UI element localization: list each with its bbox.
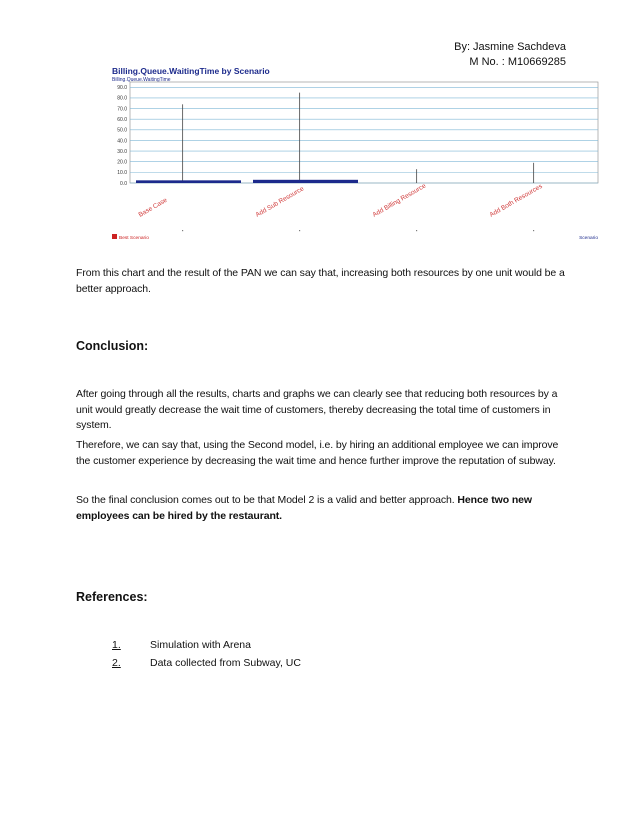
reference-number: 2.: [112, 657, 121, 669]
waiting-time-chart: [108, 62, 608, 244]
y-tick-label: 10.0: [117, 170, 127, 177]
legend-swatch: [112, 234, 117, 239]
legend-label: Best Scenario: [119, 236, 149, 241]
bar: [136, 180, 241, 183]
conclusion-text: So the final conclusion comes out to be that Model 2 is a valid and better approach.: [76, 494, 458, 506]
conclusion-paragraph-1: After going through all the results, charts and graphs we can clearly see that reducing both resources by a unit would greatly decrease the wait time of customers, thereby decreasing the total time of customers in system.: [76, 388, 558, 431]
y-tick-label: 40.0: [117, 138, 127, 145]
plot-frame: [130, 82, 598, 183]
y-tick-label: 50.0: [117, 127, 127, 134]
chart-note: From this chart and the result of the PAN we can say that, increasing both resources by one unit would be a better approach.: [76, 267, 565, 295]
category-label: Add Sub Resource: [254, 185, 306, 219]
conclusion-emphasis: Hence two new employees can be hired by the restaurant.: [76, 494, 532, 522]
y-tick-label: 30.0: [117, 148, 127, 155]
y-tick-label: 0.0: [120, 180, 127, 187]
reference-text: Simulation with Arena: [150, 639, 251, 651]
reference-item: [112, 636, 301, 654]
references-list: [112, 636, 301, 672]
references-heading: References:: [76, 590, 148, 604]
y-tick-label: 90.0: [117, 85, 127, 92]
chart-title: Billing.Queue.WaitingTime by Scenario: [112, 66, 270, 76]
x-axis-label: Scenario: [579, 236, 598, 241]
category-label: Add Both Resources: [488, 182, 544, 219]
reference-item: [112, 654, 301, 672]
reference-number: 1.: [112, 639, 121, 651]
axis-dot: [299, 230, 300, 231]
y-tick-label: 70.0: [117, 106, 127, 113]
category-label: Add Billing Resource: [371, 182, 428, 219]
bar: [253, 180, 358, 183]
y-tick-label: 80.0: [117, 95, 127, 102]
axis-dot: [182, 230, 183, 231]
chart-subtitle: Billing.Queue.WaitingTime: [112, 77, 171, 83]
chart-svg: [108, 62, 608, 244]
axis-dot: [533, 230, 534, 231]
author-name: By: Jasmine Sachdeva: [454, 41, 566, 53]
reference-text: Data collected from Subway, UC: [150, 657, 301, 669]
category-label: Base Case: [137, 196, 169, 219]
axis-dot: [416, 230, 417, 231]
conclusion-heading: Conclusion:: [76, 339, 149, 353]
conclusion-paragraph-3: [76, 493, 568, 524]
y-tick-label: 60.0: [117, 117, 127, 124]
y-tick-label: 20.0: [117, 159, 127, 166]
student-number: M No. : M10669285: [469, 56, 566, 68]
conclusion-paragraph-2: Therefore, we can say that, using the Second model, i.e. by hiring an additional employee we can improve the customer experience by decreasing the wait time and hence further improve the reputation of subway.: [76, 439, 559, 467]
